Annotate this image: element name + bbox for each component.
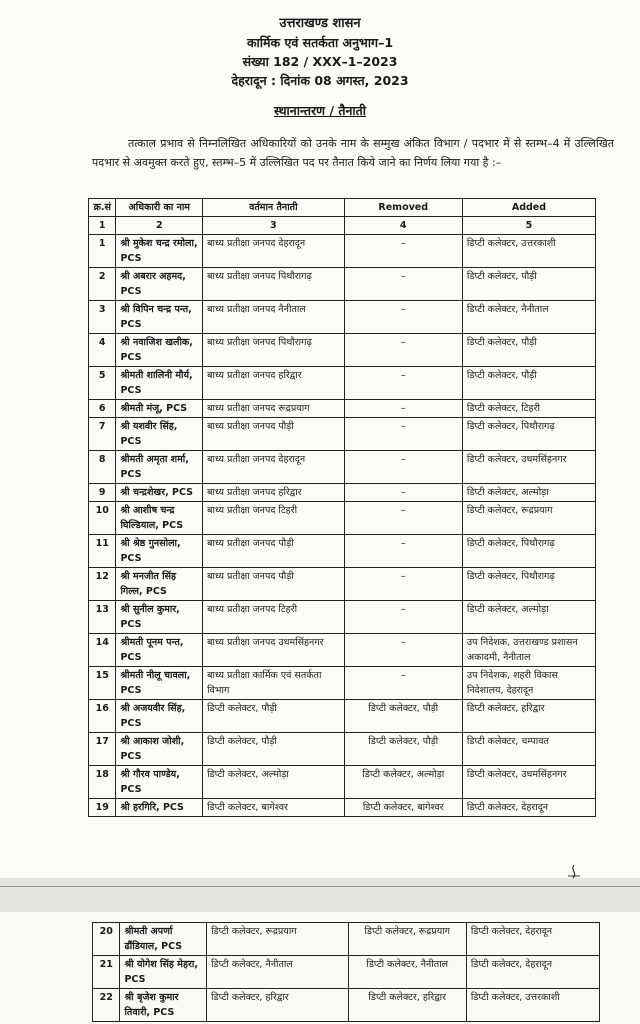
table-row — [89, 634, 596, 667]
cell-sn: 8 — [89, 451, 116, 484]
table-row — [89, 451, 596, 484]
table-row — [89, 484, 596, 502]
cell-sn: 1 — [89, 235, 116, 268]
cell-added: डिप्टी कलेक्टर, पौड़ी — [462, 334, 595, 367]
cell-sn: 9 — [89, 484, 116, 502]
table-row — [89, 733, 596, 766]
cell-officer-name: श्री गौरव पाण्डेय, PCS — [116, 766, 203, 799]
cell-removed: – — [344, 667, 462, 700]
cell-added: उप निदेशक, शहरी विकास निदेशालय, देहरादून — [462, 667, 595, 700]
cell-officer-name: श्रीमती पूनम पन्त, PCS — [116, 634, 203, 667]
header-current: वर्तमान तैनाती — [203, 199, 345, 217]
table-row — [89, 334, 596, 367]
cell-current-posting: बाध्य प्रतीक्षा जनपद पौड़ी — [203, 568, 345, 601]
table-header-row — [89, 199, 596, 217]
cell-sn: 10 — [89, 502, 116, 535]
cell-officer-name: श्री नवाजिश खलीक, PCS — [116, 334, 203, 367]
cell-sn: 20 — [93, 923, 120, 956]
cell-current-posting: बाध्य प्रतीक्षा जनपद पौड़ी — [203, 535, 345, 568]
column-number: 1 — [89, 217, 116, 235]
document-page-2 — [0, 912, 640, 1024]
column-number: 3 — [203, 217, 345, 235]
cell-officer-name: श्री चन्द्रशेखर, PCS — [116, 484, 203, 502]
cell-removed: डिप्टी कलेक्टर, हरिद्वार — [348, 989, 466, 1022]
cell-sn: 3 — [89, 301, 116, 334]
cell-removed: – — [344, 634, 462, 667]
cell-removed: – — [344, 235, 462, 268]
cell-officer-name: श्री मनजीत सिंह गिल्ल, PCS — [116, 568, 203, 601]
cell-sn: 11 — [89, 535, 116, 568]
cell-added: डिप्टी कलेक्टर, पौड़ी — [462, 367, 595, 400]
cell-current-posting: डिप्टी कलेक्टर, पौड़ी — [203, 733, 345, 766]
table-row — [89, 766, 596, 799]
cell-sn: 6 — [89, 400, 116, 418]
cell-added: डिप्टी कलेक्टर, पिथौरागढ़ — [462, 535, 595, 568]
cell-current-posting: बाध्य प्रतीक्षा जनपद पौड़ी — [203, 418, 345, 451]
cell-removed: – — [344, 502, 462, 535]
cell-current-posting: बाध्य प्रतीक्षा जनपद हरिद्वार — [203, 367, 345, 400]
cell-sn: 2 — [89, 268, 116, 301]
cell-added: डिप्टी कलेक्टर, पिथौरागढ़ — [462, 418, 595, 451]
cell-current-posting: बाध्य प्रतीक्षा जनपद पिथौरागढ़ — [203, 334, 345, 367]
cell-sn: 12 — [89, 568, 116, 601]
cell-removed: – — [344, 451, 462, 484]
cell-officer-name: श्री बृजेश कुमार तिवारी, PCS — [120, 989, 207, 1022]
cell-added: डिप्टी कलेक्टर, पौड़ी — [462, 268, 595, 301]
header-removed: Removed — [344, 199, 462, 217]
table-row — [89, 418, 596, 451]
cell-added: डिप्टी कलेक्टर, चम्पावत — [462, 733, 595, 766]
cell-sn: 17 — [89, 733, 116, 766]
cell-added: डिप्टी कलेक्टर, हरिद्वार — [462, 700, 595, 733]
subject-text: स्थानान्तरण / तैनाती — [273, 103, 367, 118]
header-name: अधिकारी का नाम — [116, 199, 203, 217]
department-name: कार्मिक एवं सतर्कता अनुभाग–1 — [246, 35, 394, 50]
place-date: देहरादून : दिनांक 08 अगस्त, 2023 — [231, 73, 409, 88]
cell-added: डिप्टी कलेक्टर, उत्तरकाशी — [466, 989, 599, 1022]
cell-current-posting: बाध्य प्रतीक्षा कार्मिक एवं सतर्कता विभाग — [203, 667, 345, 700]
cell-sn: 19 — [89, 799, 116, 817]
table-row — [89, 799, 596, 817]
cell-added: डिप्टी कलेक्टर, उधमसिंहनगर — [462, 451, 595, 484]
table-row — [89, 235, 596, 268]
table-body-continued — [93, 923, 600, 1022]
cell-added: डिप्टी कलेक्टर, उधमसिंहनगर — [462, 766, 595, 799]
cell-added: डिप्टी कलेक्टर, नैनीताल — [462, 301, 595, 334]
cell-added: डिप्टी कलेक्टर, अल्मोड़ा — [462, 484, 595, 502]
cell-officer-name: श्री विपिन चन्द्र पन्त, PCS — [116, 301, 203, 334]
cell-current-posting: डिप्टी कलेक्टर, रूद्रप्रयाग — [207, 923, 349, 956]
cell-sn: 18 — [89, 766, 116, 799]
cell-officer-name: श्रीमती मंजू, PCS — [116, 400, 203, 418]
table-body — [89, 235, 596, 817]
cell-current-posting: बाध्य प्रतीक्षा जनपद देहरादून — [203, 235, 345, 268]
cell-current-posting: बाध्य प्रतीक्षा जनपद पिथौरागढ़ — [203, 268, 345, 301]
cell-sn: 4 — [89, 334, 116, 367]
cell-added: डिप्टी कलेक्टर, देहरादून — [466, 923, 599, 956]
table-row — [89, 301, 596, 334]
cell-current-posting: डिप्टी कलेक्टर, बागेश्वर — [203, 799, 345, 817]
table-row — [93, 956, 600, 989]
cell-removed: – — [344, 334, 462, 367]
cell-added: डिप्टी कलेक्टर, टिहरी — [462, 400, 595, 418]
cell-removed: डिप्टी कलेक्टर, अल्मोड़ा — [344, 766, 462, 799]
table-row — [89, 502, 596, 535]
cell-officer-name: श्री अबरार अहमद, PCS — [116, 268, 203, 301]
page-separator — [0, 878, 640, 912]
cell-officer-name: श्रीमती अपर्णा ढौंडियाल, PCS — [120, 923, 207, 956]
intro-paragraph: तत्काल प्रभाव से निम्नलिखित अधिकारियों को उनके नाम के सम्मुख अंकित विभाग / पदभार में से स्तम्भ–4 में उल्लिखित पदभार से अवमुक्त करते हुए, स्तम्भ–5 में उल्लिखित पद पर तैनात किये जाने का निर्णय लिया गया है :– — [92, 137, 614, 169]
table-row — [89, 367, 596, 400]
cell-current-posting: बाध्य प्रतीक्षा जनपद हरिद्वार — [203, 484, 345, 502]
cell-sn: 7 — [89, 418, 116, 451]
cell-officer-name: श्री अजयवीर सिंह, PCS — [116, 700, 203, 733]
table-row — [89, 700, 596, 733]
cell-officer-name: श्रीमती अमृता शर्मा, PCS — [116, 451, 203, 484]
cell-officer-name: श्री सुनील कुमार, PCS — [116, 601, 203, 634]
cell-sn: 13 — [89, 601, 116, 634]
document-header — [0, 14, 640, 90]
cell-officer-name: श्री आशीष चन्द्र घिल्डियाल, PCS — [116, 502, 203, 535]
cell-current-posting: बाध्य प्रतीक्षा जनपद नैनीताल — [203, 301, 345, 334]
cell-added: उप निदेशक, उत्तराखण्ड प्रशासन अकादमी, नैनीताल — [462, 634, 595, 667]
transfer-table-continued — [92, 922, 600, 1022]
cell-current-posting: डिप्टी कलेक्टर, नैनीताल — [207, 956, 349, 989]
cell-current-posting: बाध्य प्रतीक्षा जनपद देहरादून — [203, 451, 345, 484]
cell-officer-name: श्री श्रेष्ठ गुनसोला, PCS — [116, 535, 203, 568]
subject-heading — [0, 102, 640, 119]
table-row — [89, 667, 596, 700]
cell-added: डिप्टी कलेक्टर, पिथौरागढ़ — [462, 568, 595, 601]
header-added: Added — [462, 199, 595, 217]
column-number: 5 — [462, 217, 595, 235]
cell-officer-name: श्री यशवीर सिंह, PCS — [116, 418, 203, 451]
cell-current-posting: बाध्य प्रतीक्षा जनपद टिहरी — [203, 502, 345, 535]
cell-removed: – — [344, 568, 462, 601]
table-row — [89, 568, 596, 601]
table-row — [89, 268, 596, 301]
cell-sn: 22 — [93, 989, 120, 1022]
cell-removed: डिप्टी कलेक्टर, पौड़ी — [344, 733, 462, 766]
page-separator-line — [0, 886, 640, 887]
cell-officer-name: श्री आकाश जोशी, PCS — [116, 733, 203, 766]
table-row — [93, 989, 600, 1022]
cell-removed: – — [344, 535, 462, 568]
cell-added: डिप्टी कलेक्टर, उत्तरकाशी — [462, 235, 595, 268]
cell-sn: 21 — [93, 956, 120, 989]
cell-officer-name: श्रीमती नीलू चावला, PCS — [116, 667, 203, 700]
cell-removed: – — [344, 301, 462, 334]
cell-current-posting: डिप्टी कलेक्टर, अल्मोड़ा — [203, 766, 345, 799]
cell-current-posting: डिप्टी कलेक्टर, हरिद्वार — [207, 989, 349, 1022]
cell-officer-name: श्री योगेश सिंह मेहरा, PCS — [120, 956, 207, 989]
cell-current-posting: बाध्य प्रतीक्षा जनपद टिहरी — [203, 601, 345, 634]
cell-current-posting: डिप्टी कलेक्टर, पौड़ी — [203, 700, 345, 733]
cell-sn: 14 — [89, 634, 116, 667]
cell-officer-name: श्री हरगिरि, PCS — [116, 799, 203, 817]
cell-added: डिप्टी कलेक्टर, रूद्रप्रयाग — [462, 502, 595, 535]
cell-sn: 5 — [89, 367, 116, 400]
cell-removed: डिप्टी कलेक्टर, नैनीताल — [348, 956, 466, 989]
cell-added: डिप्टी कलेक्टर, देहरादून — [466, 956, 599, 989]
cell-sn: 15 — [89, 667, 116, 700]
cell-removed: डिप्टी कलेक्टर, बागेश्वर — [344, 799, 462, 817]
column-number-row — [89, 217, 596, 235]
table-row — [89, 601, 596, 634]
cell-removed: – — [344, 400, 462, 418]
cell-current-posting: बाध्य प्रतीक्षा जनपद उधमसिंहनगर — [203, 634, 345, 667]
cell-removed: – — [344, 268, 462, 301]
transfer-table — [88, 198, 596, 817]
order-number: संख्या 182 / XXX–1–2023 — [242, 54, 398, 69]
cell-removed: – — [344, 418, 462, 451]
government-name: उत्तराखण्ड शासन — [279, 16, 361, 31]
cell-added: डिप्टी कलेक्टर, अल्मोड़ा — [462, 601, 595, 634]
table-row — [93, 923, 600, 956]
column-number: 4 — [344, 217, 462, 235]
cell-officer-name: श्रीमती शालिनी मौर्य, PCS — [116, 367, 203, 400]
cell-removed: डिप्टी कलेक्टर, रूद्रप्रयाग — [348, 923, 466, 956]
cell-current-posting: बाध्य प्रतीक्षा जनपद रूद्रप्रयाग — [203, 400, 345, 418]
cell-removed: – — [344, 484, 462, 502]
header-sn: क्र.सं — [89, 199, 116, 217]
cell-officer-name: श्री मुकेश चन्द्र रमोला, PCS — [116, 235, 203, 268]
column-number: 2 — [116, 217, 203, 235]
cell-sn: 16 — [89, 700, 116, 733]
table-row — [89, 535, 596, 568]
cell-removed: – — [344, 367, 462, 400]
cell-removed: – — [344, 601, 462, 634]
table-row — [89, 400, 596, 418]
cell-removed: डिप्टी कलेक्टर, पौड़ी — [344, 700, 462, 733]
cell-added: डिप्टी कलेक्टर, देहरादून — [462, 799, 595, 817]
